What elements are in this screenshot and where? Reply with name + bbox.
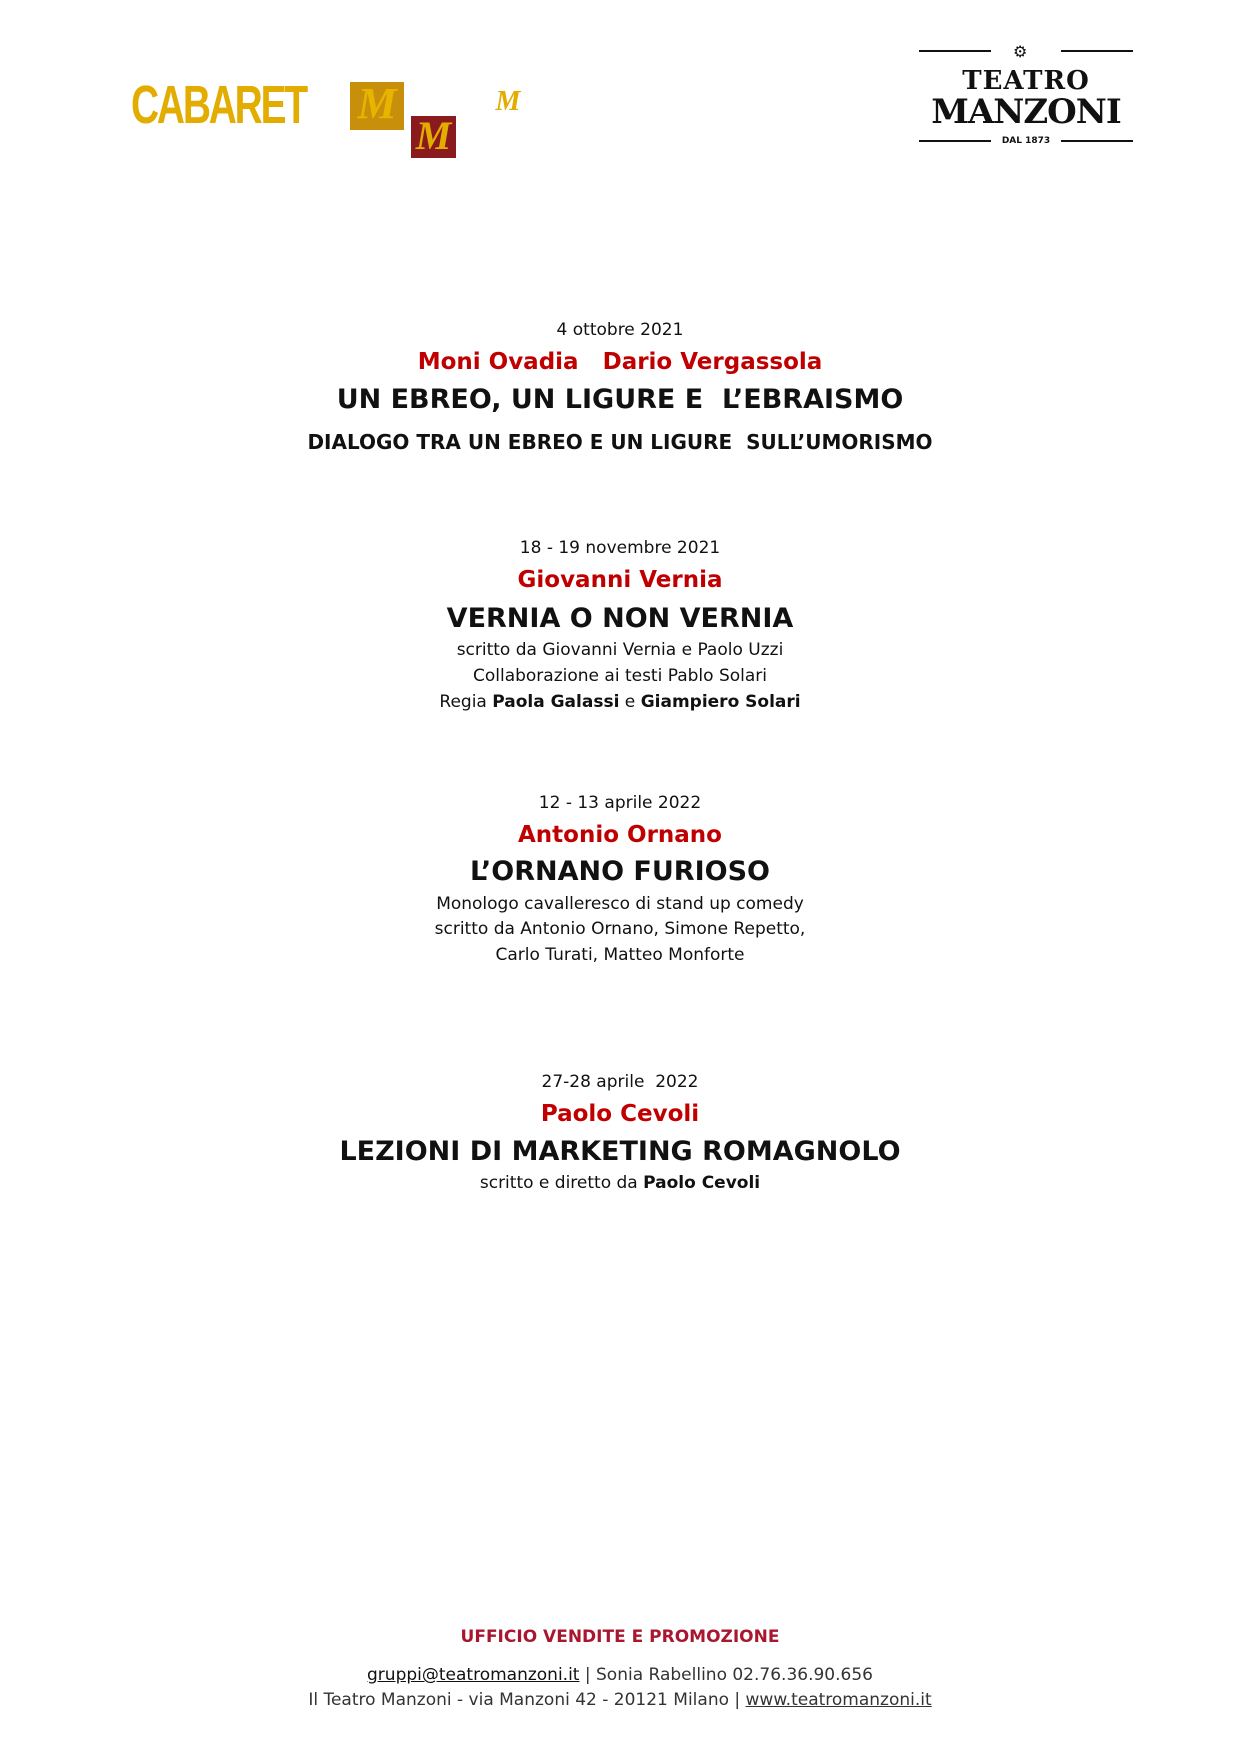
event-artists: Antonio Ornano bbox=[517, 822, 722, 848]
event-artists: Paolo Cevoli bbox=[540, 1101, 700, 1127]
event-artists: Giovanni Vernia bbox=[517, 567, 723, 593]
event-title: UN EBREO, UN LIGURE E L’EBRAISMO bbox=[336, 384, 904, 415]
footer-heading: UFFICIO VENDITE E PROMOZIONE bbox=[460, 1627, 780, 1647]
event-date: 27-28 aprile 2022 bbox=[541, 1072, 699, 1092]
event-line: scritto da Antonio Ornano, Simone Repetto, bbox=[434, 919, 806, 939]
event-title: LEZIONI DI MARKETING ROMAGNOLO bbox=[339, 1136, 901, 1167]
m-logo-red: M bbox=[411, 116, 456, 158]
footer-address: Il Teatro Manzoni - via Manzoni 42 - 20121 Milano | www.teatromanzoni.it bbox=[308, 1690, 932, 1710]
website-link[interactable]: www.teatromanzoni.it bbox=[745, 1690, 932, 1710]
event-line: Monologo cavalleresco di stand up comedy bbox=[436, 894, 804, 914]
footer-contact: gruppi@teatromanzoni.it | Sonia Rabellino 02.76.36.90.656 bbox=[367, 1665, 873, 1685]
event-line: scritto da Giovanni Vernia e Paolo Uzzi bbox=[456, 640, 784, 660]
cabaret-logo: CABARET bbox=[131, 75, 306, 135]
event-line: Carlo Turati, Matteo Monforte bbox=[495, 945, 745, 965]
m-logo-small: M bbox=[495, 86, 521, 117]
event-date: 18 - 19 novembre 2021 bbox=[519, 538, 721, 558]
email-link[interactable]: gruppi@teatromanzoni.it bbox=[367, 1665, 580, 1685]
theatre-icon: ⚙ bbox=[1013, 42, 1028, 61]
event-subtitle: DIALOGO TRA UN EBREO E UN LIGURE SULL’UMORISMO bbox=[307, 430, 933, 454]
event-title: VERNIA O NON VERNIA bbox=[446, 603, 794, 634]
teatro-manzoni-logo: ⚙ TEATRO MANZONI DAL 1873 bbox=[919, 42, 1133, 147]
event-artists: Moni Ovadia Dario Vergassola bbox=[417, 349, 823, 375]
event-date: 12 - 13 aprile 2022 bbox=[538, 793, 702, 813]
event-credit: scritto e diretto da Paolo Cevoli bbox=[479, 1173, 761, 1193]
m-logo-gold: M bbox=[350, 82, 404, 130]
event-date: 4 ottobre 2021 bbox=[556, 320, 684, 340]
event-title: L’ORNANO FURIOSO bbox=[470, 856, 770, 887]
event-line: Collaborazione ai testi Pablo Solari bbox=[472, 666, 767, 686]
event-regia: Regia Paola Galassi e Giampiero Solari bbox=[439, 692, 801, 712]
